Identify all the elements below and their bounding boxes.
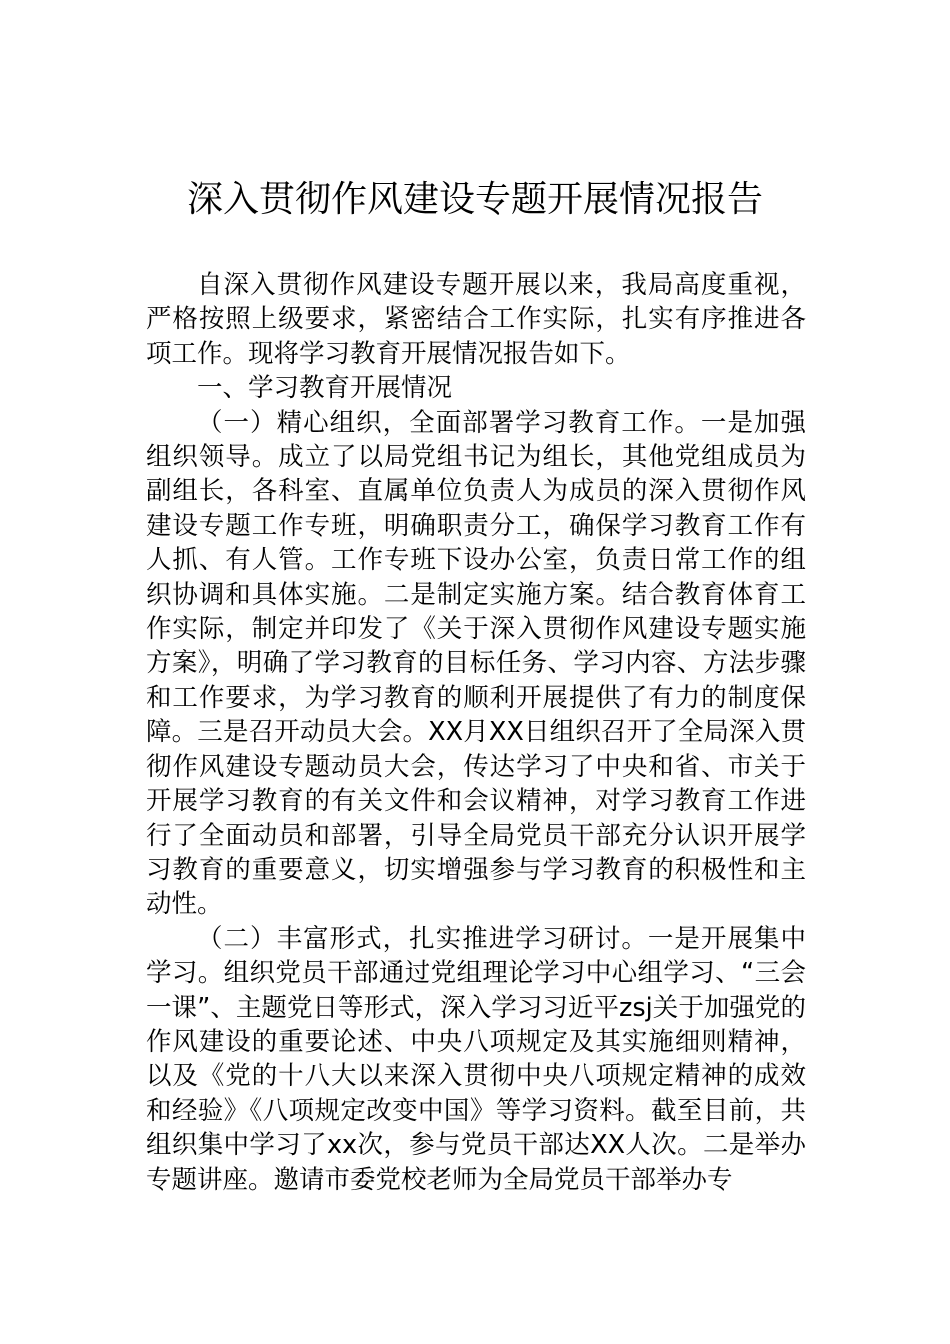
document-title: 深入贯彻作风建设专题开展情况报告 (186, 179, 763, 220)
body-paragraph: （一）精心组织，全面部署学习教育工作。一是加强组织领导。成立了以局党组书记为组长，其他党组成员为副组长，各科室、直属单位负责人为成员的深入贯彻作风建设专题工作专班，明确职责分工，确保学习教育工作有人抓、有人管。工作专班下设办公室，负责日常工作的组织协调和具体实施。二是制定实施方案。结合教育体育工作实际，制定并印发了《关于深入贯彻作风建设专题实施方案》，明确了学习教育的目标任务、学习内容、方法步骤和工作要求，为学习教育的顺利开展提供了有力的制度保障。三是召开动员大会。XX月XX日组织召开了全局深入贯彻作风建设专题动员大会，传达学习了中央和省、市关于开展学习教育的有关文件和会议精神，对学习教育工作进行了全面动员和部署，引导全局党员干部充分认识开展学习教育的重要意义，切实增强参与学习教育的积极性和主动性。 (146, 407, 806, 920)
body-paragraph: （二）丰富形式，扎实推进学习研讨。一是开展集中学习。组织党员干部通过党组理论学习中心组学习、“三会一课”、主题党日等形式，深入学习习近平zsj关于加强党的作风建设的重要论述、中央八项规定及其实施细则精神，以及《党的十八大以来深入贯彻中央八项规定精神的成效和经验》《八项规定改变中国》等学习资料。截至目前，共组织集中学习了xx次，参与党员干部达XX人次。二是举办专题讲座。邀请市委党校老师为全局党员干部举办专 (146, 923, 806, 1195)
intro-paragraph: 自深入贯彻作风建设专题开展以来，我局高度重视，严格按照上级要求，紧密结合工作实际，扎实有序推进各项工作。现将学习教育开展情况报告如下。 (146, 270, 806, 369)
section-heading: 一、学习教育开展情况 (197, 373, 453, 404)
document-body (146, 268, 806, 1197)
